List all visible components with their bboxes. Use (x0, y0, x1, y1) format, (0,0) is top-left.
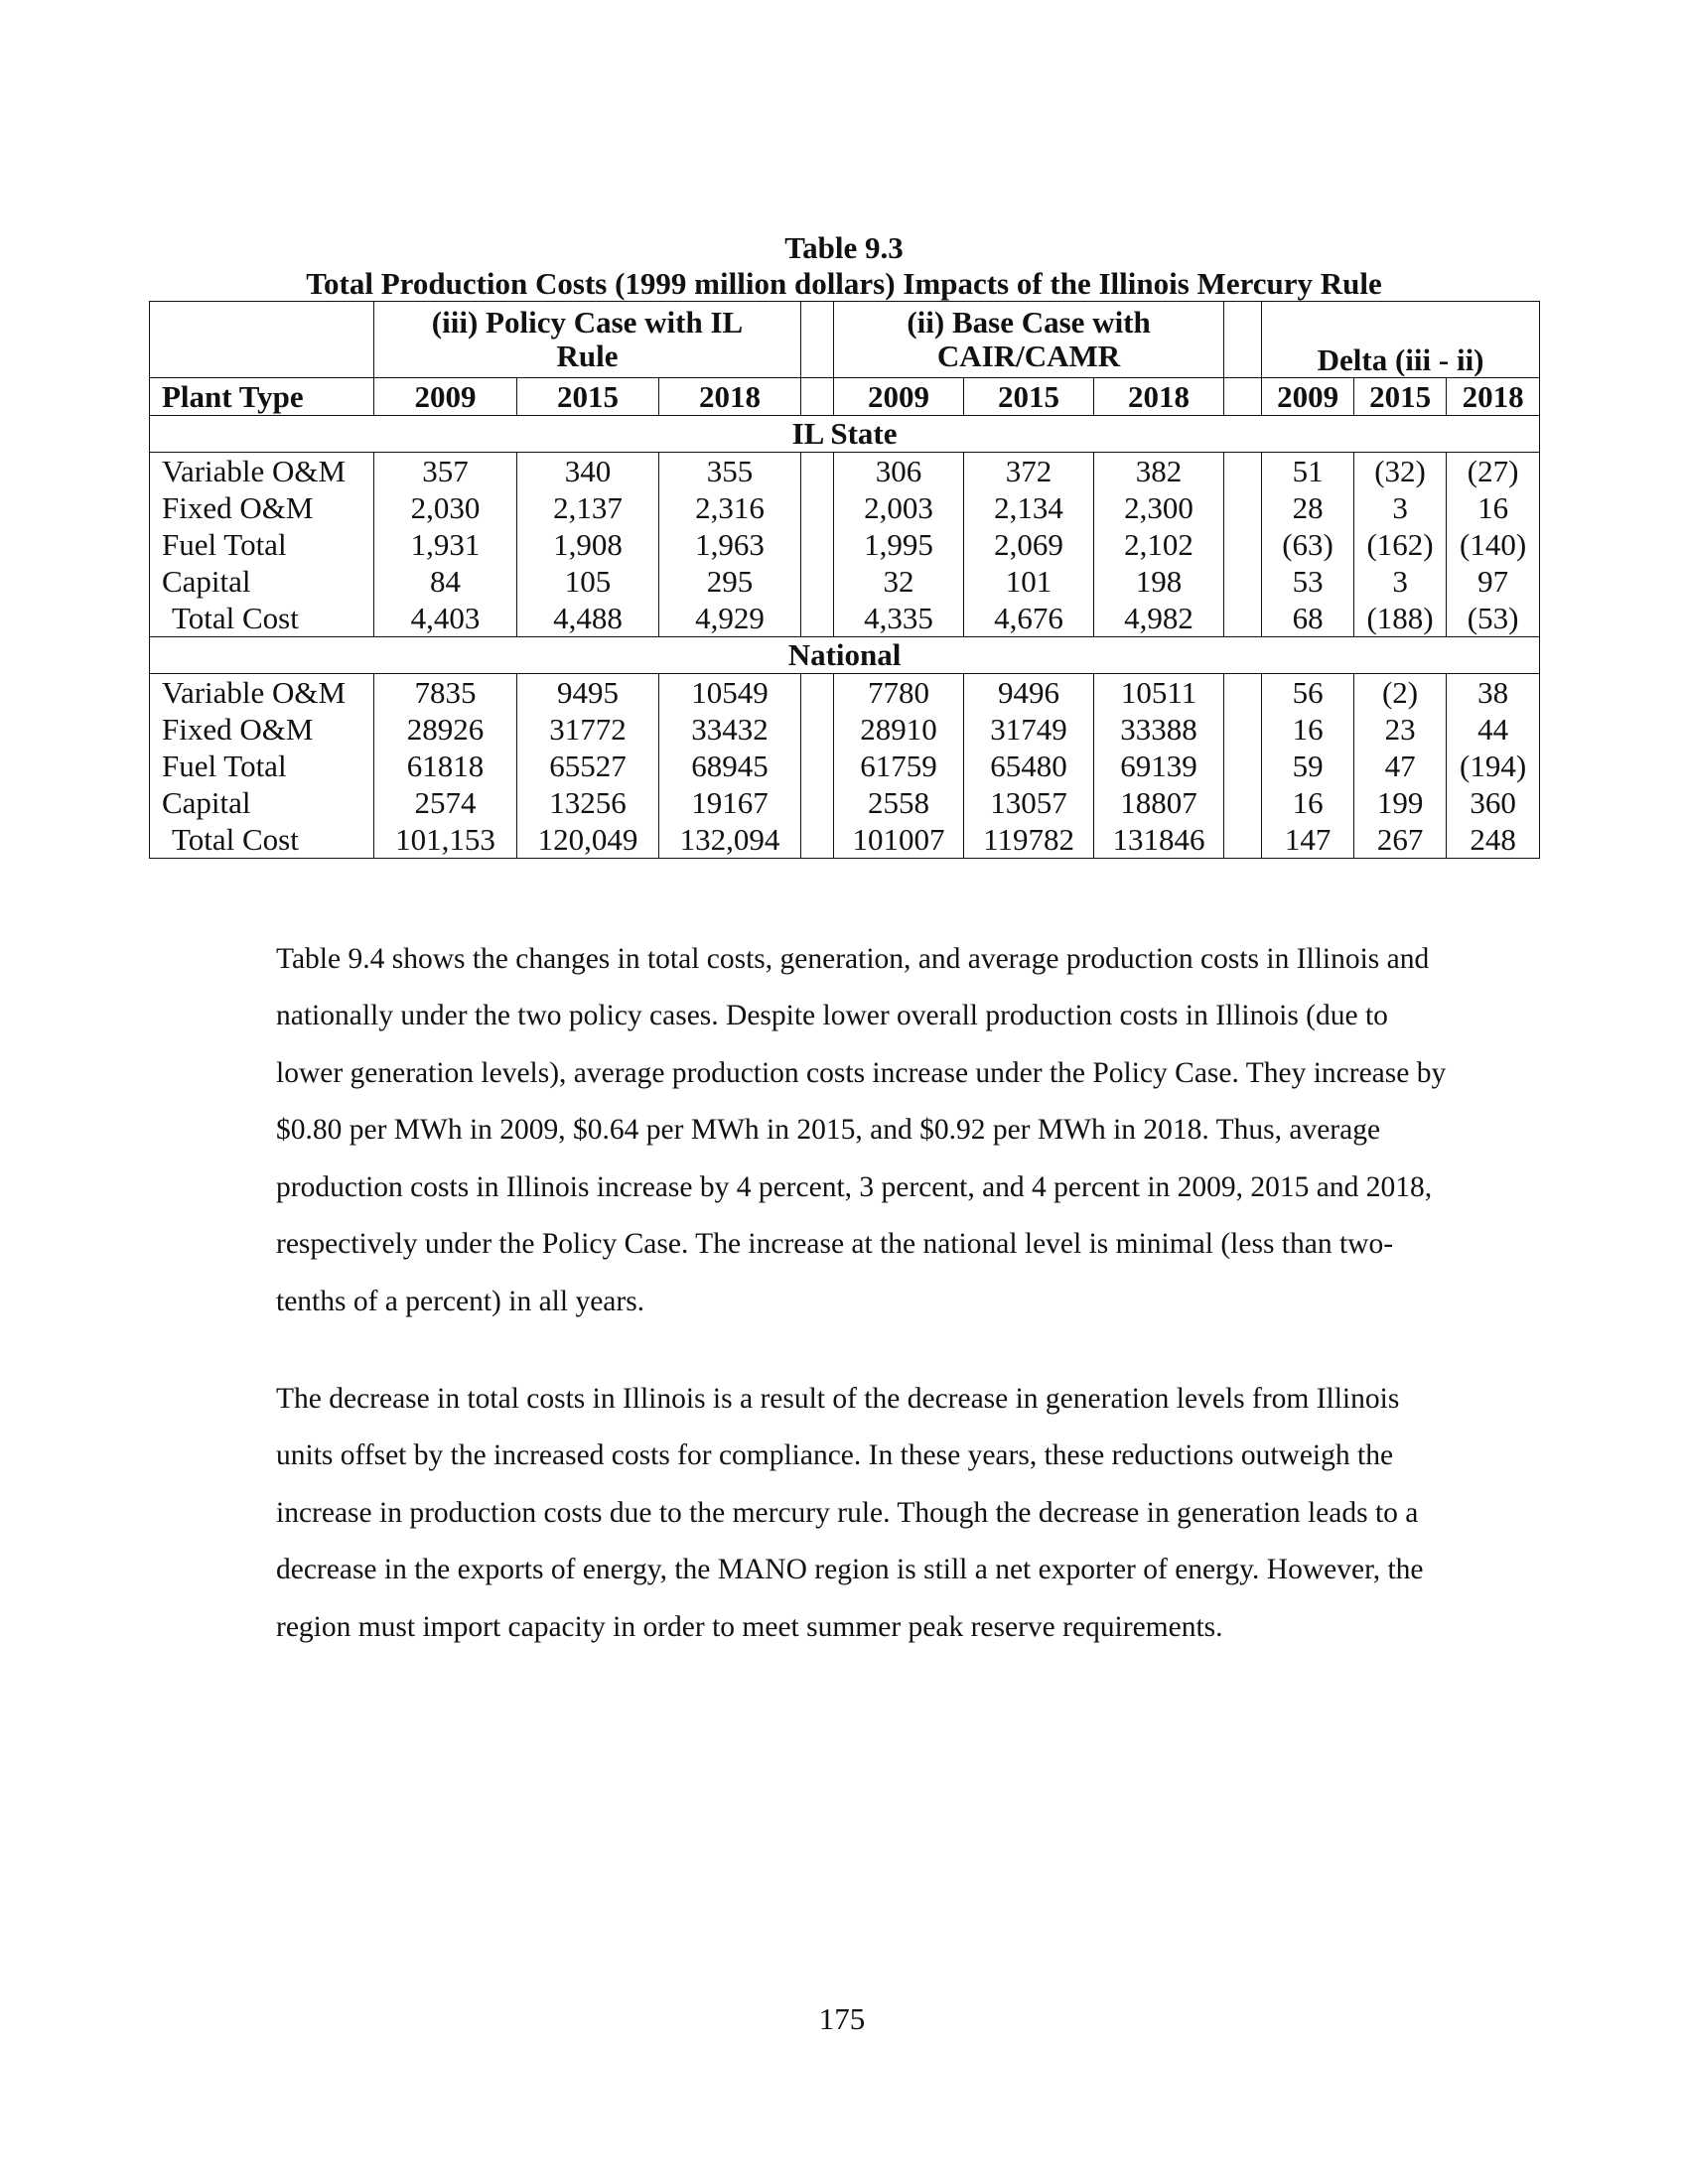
paragraph-1: Table 9.4 shows the changes in total costs, generation, and average production costs in Illinois and nationally under the two policy cases. Despite lower overall production costs in Illinois (due to lower generation levels), average production costs increase under the Policy Case. They increase by $0.80 per MWh in 2009, $0.64 per MWh in 2015, and $0.92 per MWh in 2018. Thus, average production costs in Illinois increase by 4 percent, 3 percent, and 4 percent in 2009, 2015 and 2018, respectively under the Policy Case. The increase at the national level is minimal (less than two-tenths of a percent) in all years. (276, 942, 1447, 1317)
policy-value-cell: 68945 (659, 748, 801, 784)
base-value-cell: 13057 (964, 784, 1094, 821)
table-row (150, 674, 1540, 712)
policy-value-cell: 4,403 (374, 600, 517, 637)
gap-cell (1224, 302, 1262, 378)
row-label: Capital (150, 784, 374, 821)
policy-value-cell: 2574 (374, 784, 517, 821)
base-value-cell: 65480 (964, 748, 1094, 784)
base-value-cell: 61759 (834, 748, 964, 784)
policy-value-cell: 4,929 (659, 600, 801, 637)
base-value-cell: 69139 (1094, 748, 1224, 784)
gap-cell (1224, 489, 1262, 526)
base-value-cell: 119782 (964, 821, 1094, 859)
delta-value-cell: 3 (1354, 563, 1447, 600)
row-label: Fixed O&M (150, 489, 374, 526)
base-value-cell: 18807 (1094, 784, 1224, 821)
section-header-row (150, 416, 1540, 453)
row-label: Variable O&M (150, 453, 374, 490)
policy-value-cell: 105 (517, 563, 659, 600)
delta-header (1262, 302, 1540, 378)
policy-value-cell: 84 (374, 563, 517, 600)
delta-value-cell: (27) (1447, 453, 1540, 490)
base-value-cell: 4,676 (964, 600, 1094, 637)
policy-value-cell: 1,963 (659, 526, 801, 563)
base-value-cell: 101 (964, 563, 1094, 600)
gap-cell (801, 526, 834, 563)
base-value-cell: 4,982 (1094, 600, 1224, 637)
table-row (150, 563, 1540, 600)
table-row (150, 489, 1540, 526)
base-value-cell: 32 (834, 563, 964, 600)
delta-value-cell: (2) (1354, 674, 1447, 712)
policy-value-cell: 28926 (374, 711, 517, 748)
gap-cell (1224, 821, 1262, 859)
year-header: 2018 (1094, 378, 1224, 416)
year-header-row (150, 378, 1540, 416)
base-value-cell: 9496 (964, 674, 1094, 712)
row-label: Fuel Total (150, 748, 374, 784)
year-header: 2009 (374, 378, 517, 416)
gap-cell (1224, 674, 1262, 712)
group-header-blank (150, 302, 374, 378)
delta-value-cell: 47 (1354, 748, 1447, 784)
policy-value-cell: 19167 (659, 784, 801, 821)
policy-value-cell: 33432 (659, 711, 801, 748)
gap-cell (801, 563, 834, 600)
base-value-cell: 372 (964, 453, 1094, 490)
gap-cell (801, 453, 834, 490)
table-row (150, 711, 1540, 748)
base-value-cell: 7780 (834, 674, 964, 712)
row-label: Total Cost (150, 821, 374, 859)
table-row (150, 526, 1540, 563)
total-row (150, 821, 1540, 859)
base-case-header-line2: CAIR/CAMR (936, 339, 1121, 373)
base-value-cell: 1,995 (834, 526, 964, 563)
delta-value-cell: 28 (1262, 489, 1354, 526)
gap-cell (801, 748, 834, 784)
delta-value-cell: 56 (1262, 674, 1354, 712)
delta-value-cell: (32) (1354, 453, 1447, 490)
policy-value-cell: 4,488 (517, 600, 659, 637)
policy-value-cell: 13256 (517, 784, 659, 821)
year-header: 2009 (1262, 378, 1354, 416)
policy-value-cell: 7835 (374, 674, 517, 712)
base-value-cell: 2,134 (964, 489, 1094, 526)
delta-value-cell: 199 (1354, 784, 1447, 821)
delta-value-cell: 16 (1262, 711, 1354, 748)
base-value-cell: 306 (834, 453, 964, 490)
section-header-row (150, 637, 1540, 674)
policy-value-cell: 2,316 (659, 489, 801, 526)
gap-cell (1224, 563, 1262, 600)
delta-value-cell: 3 (1354, 489, 1447, 526)
policy-value-cell: 10549 (659, 674, 801, 712)
delta-value-cell: (188) (1354, 600, 1447, 637)
plant-type-header: Plant Type (150, 378, 374, 416)
policy-value-cell: 2,137 (517, 489, 659, 526)
gap-cell (801, 821, 834, 859)
policy-value-cell: 2,030 (374, 489, 517, 526)
row-label: Total Cost (150, 600, 374, 637)
year-header: 2009 (834, 378, 964, 416)
page-number: 175 (818, 2001, 866, 2036)
base-value-cell: 10511 (1094, 674, 1224, 712)
gap-cell (801, 378, 834, 416)
delta-value-cell: 51 (1262, 453, 1354, 490)
delta-value-cell: (140) (1447, 526, 1540, 563)
base-value-cell: 2,300 (1094, 489, 1224, 526)
table-title: Table 9.3 (784, 230, 904, 265)
section-title: National (150, 637, 1540, 674)
gap-cell (1224, 526, 1262, 563)
delta-value-cell: (162) (1354, 526, 1447, 563)
base-value-cell: 2,102 (1094, 526, 1224, 563)
policy-value-cell: 101,153 (374, 821, 517, 859)
policy-case-header (374, 302, 801, 378)
delta-value-cell: 23 (1354, 711, 1447, 748)
base-value-cell: 382 (1094, 453, 1224, 490)
base-value-cell: 4,335 (834, 600, 964, 637)
base-value-cell: 101007 (834, 821, 964, 859)
delta-value-cell: 248 (1447, 821, 1540, 859)
delta-value-cell: 267 (1354, 821, 1447, 859)
year-header: 2018 (1447, 378, 1540, 416)
gap-cell (801, 302, 834, 378)
delta-value-cell: (194) (1447, 748, 1540, 784)
gap-cell (801, 711, 834, 748)
policy-value-cell: 120,049 (517, 821, 659, 859)
delta-value-cell: 38 (1447, 674, 1540, 712)
row-label: Fuel Total (150, 526, 374, 563)
gap-cell (801, 674, 834, 712)
gap-cell (1224, 784, 1262, 821)
table-row (150, 748, 1540, 784)
policy-value-cell: 132,094 (659, 821, 801, 859)
policy-value-cell: 61818 (374, 748, 517, 784)
delta-value-cell: 44 (1447, 711, 1540, 748)
gap-cell (1224, 711, 1262, 748)
group-header-row (150, 302, 1540, 378)
section-title: IL State (150, 416, 1540, 453)
policy-value-cell: 1,931 (374, 526, 517, 563)
delta-value-cell: 360 (1447, 784, 1540, 821)
policy-value-cell: 1,908 (517, 526, 659, 563)
total-row (150, 600, 1540, 637)
policy-value-cell: 340 (517, 453, 659, 490)
policy-value-cell: 295 (659, 563, 801, 600)
base-value-cell: 131846 (1094, 821, 1224, 859)
gap-cell (801, 784, 834, 821)
delta-value-cell: 59 (1262, 748, 1354, 784)
year-header: 2018 (659, 378, 801, 416)
delta-value-cell: (63) (1262, 526, 1354, 563)
base-value-cell: 198 (1094, 563, 1224, 600)
gap-cell (1224, 748, 1262, 784)
policy-value-cell: 31772 (517, 711, 659, 748)
row-label: Variable O&M (150, 674, 374, 712)
delta-value-cell: 97 (1447, 563, 1540, 600)
gap-cell (1224, 378, 1262, 416)
policy-case-header-line1: (iii) Policy Case with IL (431, 305, 744, 340)
base-value-cell: 28910 (834, 711, 964, 748)
base-value-cell: 2,069 (964, 526, 1094, 563)
delta-value-cell: 68 (1262, 600, 1354, 637)
base-value-cell: 31749 (964, 711, 1094, 748)
row-label: Fixed O&M (150, 711, 374, 748)
policy-value-cell: 65527 (517, 748, 659, 784)
delta-value-cell: 147 (1262, 821, 1354, 859)
delta-value-cell: 16 (1447, 489, 1540, 526)
gap-cell (1224, 453, 1262, 490)
base-value-cell: 33388 (1094, 711, 1224, 748)
paragraph-2: The decrease in total costs in Illinois is a result of the decrease in generation levels from Illinois units offset by the increased costs for compliance. In these years, these reductions outweigh the increase in production costs due to the mercury rule. Though the decrease in generation leads to a decrease in the exports of energy, the MANO region is still a net exporter of energy. However, the region must import capacity in order to meet summer peak reserve requirements. (276, 1382, 1424, 1643)
gap-cell (801, 489, 834, 526)
delta-value-cell: 16 (1262, 784, 1354, 821)
row-label: Capital (150, 563, 374, 600)
policy-case-header-line2: Rule (556, 339, 619, 373)
delta-value-cell: (53) (1447, 600, 1540, 637)
gap-cell (1224, 600, 1262, 637)
production-costs-table (149, 301, 1540, 859)
delta-header-text: Delta (iii - ii) (1317, 342, 1484, 377)
policy-value-cell: 357 (374, 453, 517, 490)
table-row (150, 784, 1540, 821)
delta-value-cell: 53 (1262, 563, 1354, 600)
year-header: 2015 (1354, 378, 1447, 416)
gap-cell (801, 600, 834, 637)
year-header: 2015 (517, 378, 659, 416)
base-value-cell: 2,003 (834, 489, 964, 526)
year-header: 2015 (964, 378, 1094, 416)
policy-value-cell: 355 (659, 453, 801, 490)
policy-value-cell: 9495 (517, 674, 659, 712)
base-value-cell: 2558 (834, 784, 964, 821)
table-subtitle: Total Production Costs (1999 million dollars) Impacts of the Illinois Mercury Rule (306, 266, 1382, 301)
base-case-header (834, 302, 1224, 378)
base-case-header-line1: (ii) Base Case with (907, 305, 1151, 340)
table-row (150, 453, 1540, 490)
